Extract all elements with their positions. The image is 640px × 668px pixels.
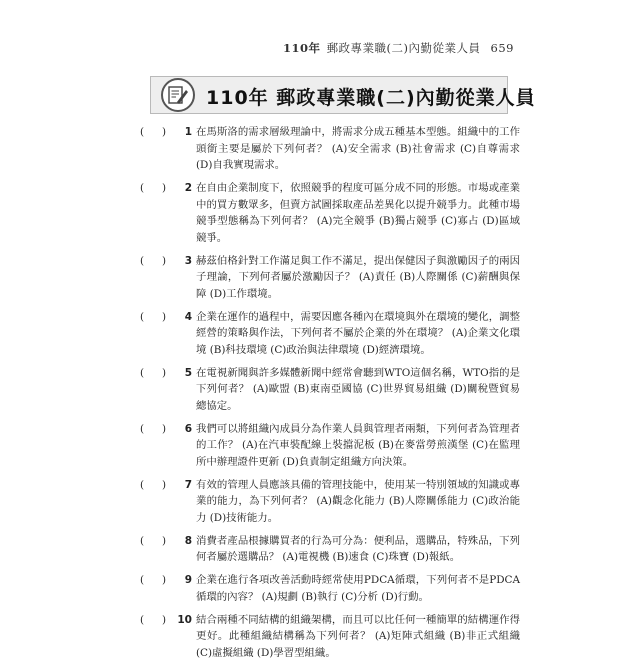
answer-blank[interactable] xyxy=(140,253,166,270)
answer-blank[interactable] xyxy=(140,180,166,197)
paren-close: ) xyxy=(161,310,166,323)
running-header xyxy=(283,40,514,56)
question-number: 3 xyxy=(184,254,192,267)
question-number: 6 xyxy=(184,422,192,435)
question-item xyxy=(140,124,520,174)
question-text: 在電視新聞與許多媒體新聞中經常會聽到WTO這個名稱，WTO指的是下列何者？ (A)歐盟 (B)東南亞國協 (C)世界貿易組織 (D)關稅暨貿易總協定。 xyxy=(196,366,520,412)
question-item xyxy=(140,309,520,359)
page-number: 659 xyxy=(490,41,514,55)
question-number: 9 xyxy=(184,574,192,586)
answer-blank[interactable] xyxy=(140,477,166,494)
paren-open: ( xyxy=(140,534,145,547)
paren-close: ) xyxy=(161,574,166,586)
paren-open: ( xyxy=(140,613,145,626)
question-text: 企業在運作的過程中，需要因應各種內在環境與外在環境的變化，調整經營的策略與作法，下列何者不屬於企業的外在環境？ (A)企業文化環境 (B)科技環境 (C)政治與法律環境 (D)經濟環境。 xyxy=(196,310,520,356)
question-number: 7 xyxy=(184,478,192,491)
question-item xyxy=(140,533,520,566)
answer-blank[interactable] xyxy=(140,421,166,438)
question-item xyxy=(140,572,520,605)
paren-open: ( xyxy=(140,478,145,491)
answer-blank[interactable] xyxy=(140,309,166,326)
question-item xyxy=(140,421,520,471)
question-number: 1 xyxy=(184,126,192,138)
paren-close: ) xyxy=(161,422,166,435)
paren-open: ( xyxy=(140,126,145,138)
question-list xyxy=(140,124,520,668)
page-title: 110年 郵政專業職(二)內勤從業人員 xyxy=(206,87,536,109)
question-item xyxy=(140,180,520,246)
question-number: 8 xyxy=(184,534,192,547)
header-title: 郵政專業職(二)內勤從業人員 xyxy=(326,41,481,55)
question-text: 企業在進行各項改善活動時經常使用PDCA循環，下列何者不是PDCA循環的內容？ (A)規劃 (B)執行 (C)分析 (D)行動。 xyxy=(196,574,520,603)
answer-blank[interactable] xyxy=(140,612,166,629)
answer-blank[interactable] xyxy=(140,365,166,382)
question-number: 2 xyxy=(184,182,192,194)
question-text: 消費者產品根據購買者的行為可分為：便利品，選購品，特殊品，下列何者屬於選購品？ (A)電視機 (B)速食 (C)珠寶 (D)報紙。 xyxy=(196,534,520,563)
pen-paper-icon xyxy=(161,78,195,112)
question-text: 在自由企業制度下，依照競爭的程度可區分成不同的形態。市場或產業中的買方數眾多，但賣方試圖採取產品差異化以提升競爭力。此種市場競爭型態稱為下列何者？ (A)完全競爭 (B)獨占競爭 (C)寡占 (D)區域競爭。 xyxy=(196,182,520,244)
paren-close: ) xyxy=(161,126,166,138)
paren-open: ( xyxy=(140,182,145,194)
paren-open: ( xyxy=(140,366,145,379)
answer-blank[interactable] xyxy=(140,572,166,589)
paren-close: ) xyxy=(161,478,166,491)
answer-blank[interactable] xyxy=(140,124,166,141)
question-text: 有效的管理人員應該具備的管理技能中，使用某一特別領域的知識或專業的能力，為下列何者？ (A)觀念化能力 (B)人際關係能力 (C)政治能力 (D)技術能力。 xyxy=(196,478,520,524)
answer-blank[interactable] xyxy=(140,533,166,550)
question-number: 5 xyxy=(184,366,192,379)
question-number: 10 xyxy=(177,613,192,626)
paren-close: ) xyxy=(161,613,166,626)
paren-close: ) xyxy=(161,366,166,379)
question-item xyxy=(140,477,520,527)
question-text: 赫茲伯格針對工作滿足與工作不滿足，提出保健因子與激勵因子的兩因子理論，下列何者屬於激勵因子？ (A)責任 (B)人際關係 (C)薪酬與保障 (D)工作環境。 xyxy=(196,254,520,300)
paren-open: ( xyxy=(140,310,145,323)
question-item xyxy=(140,612,520,662)
paren-close: ) xyxy=(161,182,166,194)
question-number: 4 xyxy=(184,310,192,323)
question-text: 在馬斯洛的需求層級理論中，將需求分成五種基本型態。組織中的工作頭銜主要是屬於下列何者？ (A)安全需求 (B)社會需求 (C)自尊需求 (D)自我實現需求。 xyxy=(196,126,520,171)
paren-open: ( xyxy=(140,422,145,435)
question-text: 結合兩種不同結構的組織架構，而且可以比任何一種簡單的結構運作得更好。此種組織結構稱為下列何者？ (A)矩陣式組織 (B)非正式組織 (C)虛擬組織 (D)學習型組織。 xyxy=(196,613,520,659)
paren-close: ) xyxy=(161,254,166,267)
question-text: 我們可以將組織內成員分為作業人員與管理者兩類，下列何者為管理者的工作？ (A)在汽車裝配線上裝擋泥板 (B)在麥當勞煎漢堡 (C)在監理所中辦理證件更新 (D)負責制定組織方向決策。 xyxy=(196,422,520,468)
paren-close: ) xyxy=(161,534,166,547)
paren-open: ( xyxy=(140,254,145,267)
paren-open: ( xyxy=(140,574,145,586)
question-item xyxy=(140,253,520,303)
question-item xyxy=(140,365,520,415)
header-year: 110年 xyxy=(283,41,321,55)
